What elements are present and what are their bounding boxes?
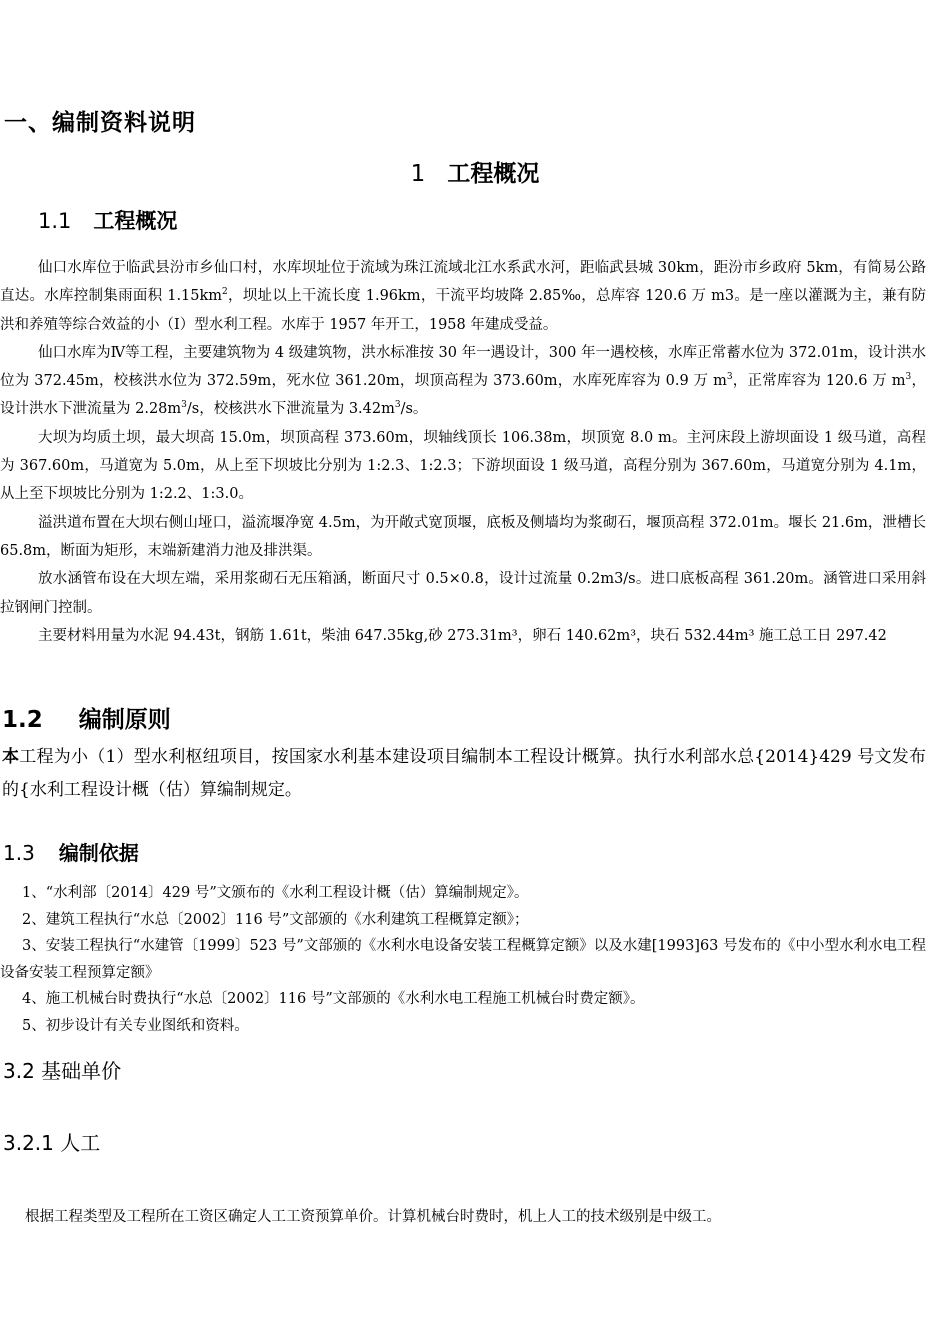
section-heading-1-2: [2, 701, 171, 734]
section-number: 1.2: [2, 707, 43, 733]
labor-paragraph: 根据工程类型及工程所在工资区确定人工工资预算单价。计算机械台时费时，机上人工的技术级别是中级工。: [25, 1209, 721, 1225]
paragraph-location: 仙口水库位于临武县汾市乡仙口村，水库坝址位于流域为珠江流域北江水系武水河，距临武县城 30km，距汾市乡政府 5km，有简易公路直达。水库控制集雨面积 $1.15km^2$，坝址以上干流长度 1.96km，干流平均坡降 2.85‰，总库容 120.6 万 m3。是一座以灌溉为主，兼有防洪和养殖等综合效益的小（I）型水利工程。水库于 1957 年开工，1958 年建成受益。: [0, 260, 927, 333]
list-item: 4、施工机械台时费执行“水总〔2002〕116 号”文部颁的《水利水电工程施工机械台时费定额》。: [22, 991, 645, 1007]
paragraph-spillway: 溢洪道布置在大坝右侧山垭口，溢流堰净宽 4.5m，为开敞式宽顶堰，底板及侧墙均为浆砌石，堰顶高程 372.01m。堰长 21.6m，泄槽长 65.8m，断面为矩形，末端新建消力池及排洪渠。: [0, 514, 926, 559]
chapter-title: 工程概况: [447, 161, 540, 187]
list-item: 3、安装工程执行“水建管〔1999〕523 号”文部颁的《水利水电设备安装工程概算定额》以及水建[1993]63 号发布的《中小型水利水电工程设备安装工程预算定额》: [0, 938, 927, 981]
list-item: 2、建筑工程执行“水总〔2002〕116 号”文部颁的《水利建筑工程概算定额》；: [22, 911, 529, 928]
section-title: 编制原则: [78, 707, 171, 733]
section-title: 编制依据: [58, 841, 139, 865]
section-heading-3-2-1: 3.2.1 人工: [3, 1131, 101, 1155]
paragraph-outlet: 放水涵管布设在大坝左端，采用浆砌石无压箱涵，断面尺寸 0.5×0.8，设计过流量 0.2m3/s。进口底板高程 361.20m。涵管进口采用斜拉钢闸门控制。: [0, 571, 926, 616]
chapter-heading: [0, 155, 950, 188]
chapter-number: 1: [410, 161, 426, 187]
section-heading-1-1: [38, 205, 177, 235]
principle-paragraph: 本工程为小（1）型水利枢纽项目，按国家水利基本建设项目编制本工程设计概算。执行水利部水总{2014}429 号文发布的{水利工程设计概（估）算编制规定。: [2, 747, 927, 800]
section-title: 工程概况: [93, 209, 178, 233]
section-heading-1-3: [3, 837, 139, 866]
section-number: 1.3: [3, 841, 35, 865]
list-item: 5、初步设计有关专业图纸和资料。: [22, 1017, 249, 1034]
paragraph-dam: 大坝为均质土坝，最大坝高 15.0m，坝顶高程 373.60m，坝轴线顶长 106.38m，坝顶宽 8.0 m。主河床段上游坝面设 1 级马道，高程为 367.60m，马道宽为 5.0m，从上至下坝坡比分别为 1:2.3、1:2.3；下游坝面设 1 级马道，高程分别为 367.60m，马道宽分别为 4.1m，从上至下坝坡比分别为 1:2.2、1:3.0。: [0, 429, 926, 503]
overview-body: [0, 254, 926, 650]
section-number: 1.1: [38, 209, 72, 233]
paragraph-levels: 仙口水库为Ⅳ等工程，主要建筑物为 4 级建筑物，洪水标准按 30 年一遇设计，300 年一遇校核，水库正常蓄水位为 372.01m，设计洪水位为 372.45m，校核洪水位为 372.59m，死水位 361.20m，坝顶高程为 373.60m，水库死库容为 0.9 万 $m^3$，正常库容为 120.6 万 $m^3$，设计洪水下泄流量为 $2.28m^3/s$，校核洪水下泄流量为 $3.42m^3/s$。: [0, 344, 926, 418]
section-heading-3-2: 3.2 基础单价: [3, 1059, 122, 1083]
paragraph-materials: 主要材料用量为水泥 94.43t，钢筋 1.61t，柴油 647.35kg,砂 273.31m³，卵石 140.62m³，块石 532.44m³ 施工总工日 297.42: [38, 627, 887, 644]
list-item: 1、“水利部〔2014〕429 号”文颁布的《水利工程设计概（估）算编制规定》。: [22, 885, 529, 901]
basis-list: [0, 880, 926, 1039]
section-heading-top: 一、编制资料说明: [4, 110, 196, 136]
